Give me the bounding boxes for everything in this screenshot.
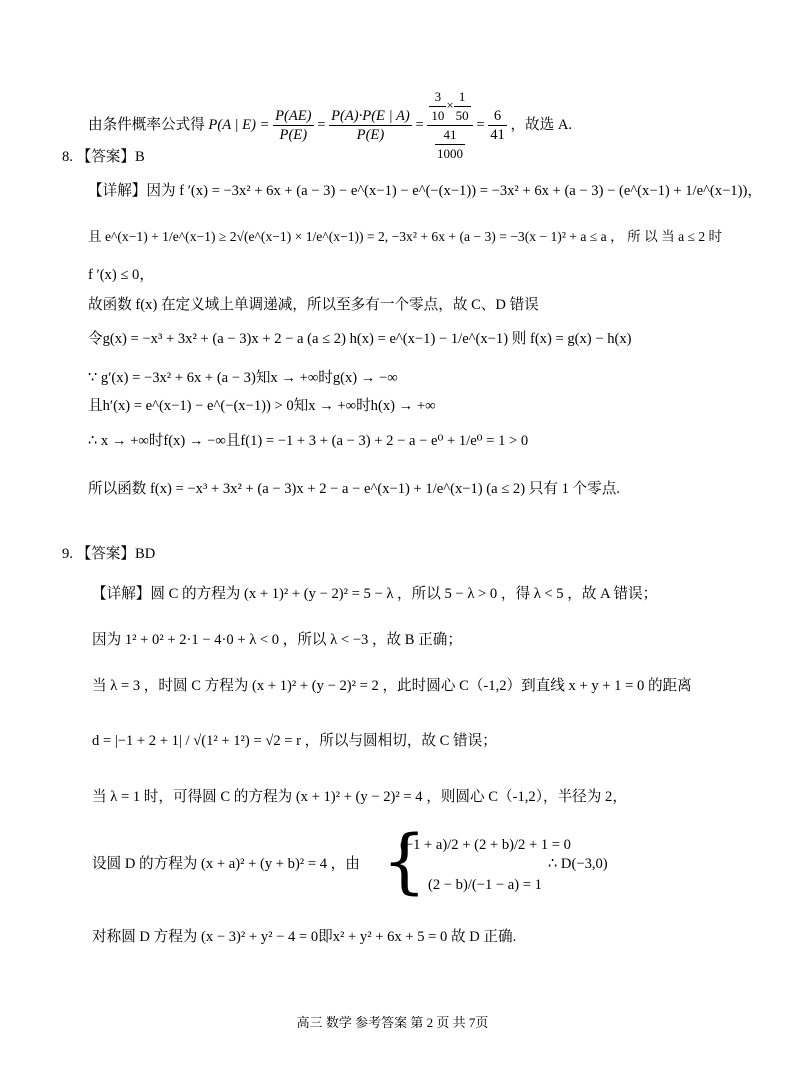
q8-line-4: 故函数 f(x) 在定义域上单调递减，所以至多有一个零点，故 C、D 错误 bbox=[88, 297, 539, 313]
q9-line-6-suffix: ∴ D(−3,0) bbox=[548, 856, 608, 872]
q7-line: 由条件概率公式得 P(A | E) = $\frac{P(AE)}{P(E)}$ = $\frac{P(A)\cdot P(E | A)}{P(E)}$ = $\frac{3}{10}$ × $\frac{1}{50}$ $\frac{41}{1000}$ = $\frac{6}{41}$ ，故选 A. bbox=[88, 89, 573, 161]
q9-line-4: d = |−1 + 2 + 1| / √(1² + 1²) = √2 = r ，所以与圆相切，故 C 错误； bbox=[92, 733, 497, 749]
q9-line-6-prefix: 设圆 D 的方程为 (x + a)² + (y + b)² = 4 ，由 bbox=[92, 856, 360, 872]
q8-line-3: f ′(x) ≤ 0， bbox=[88, 267, 154, 283]
q8-line-2: 且 e^(x−1) + 1/e^(x−1) ≥ 2√(e^(x−1) × 1/e^(x−1)) = 2, −3x² + 6x + (a − 3) = −3(x − 1)² + a ≤ a ， 所 以 当 a ≤ 2 时 bbox=[88, 229, 723, 244]
q8-line-1: 【详解】因为 f ′(x) = −3x² + 6x + (a − 3) − e^(x−1) − e^(−(x−1)) = −3x² + 6x + (a − 3) − (e^(x−1) + 1/e^(x−1))， bbox=[88, 183, 762, 199]
q7-conclusion: ，故选 A. bbox=[510, 116, 573, 133]
page-footer: 高三 数学 参考答案 第 2 页 共 7页 bbox=[296, 1015, 489, 1030]
q7-fraction-3: $\frac{3}{10}$ × $\frac{1}{50}$ $\frac{41}{1000}$ bbox=[427, 88, 472, 163]
q9-header: 9. 【答案】BD bbox=[62, 546, 156, 562]
q9-line-1: 【详解】圆 C 的方程为 (x + 1)² + (y − 2)² = 5 − λ ，所以 5 − λ > 0 ，得 λ < 5 ，故 A 错误； bbox=[92, 586, 658, 602]
q7-fraction-4: $\frac{6}{41}$ bbox=[490, 108, 505, 143]
q9-line-3: 当 λ = 3 ，时圆 C 方程为 (x + 1)² + (y − 2)² = 2 ，此时圆心 C（-1,2）到直线 x + y + 1 = 0 的距离 bbox=[92, 678, 692, 694]
q9-line-7: 对称圆 D 方程为 (x − 3)² + y² − 4 = 0即x² + y² + 6x + 5 = 0 故 D 正确. bbox=[92, 929, 517, 945]
q9-line-2: 因为 1² + 0² + 2·1 − 4·0 + λ < 0 ，所以 λ < −3 ，故 B 正确； bbox=[92, 632, 462, 648]
q7-fraction-1: $\frac{P(AE)}{P(E)}$ bbox=[275, 108, 312, 143]
system-eq-1: (−1 + a)/2 + (2 + b)/2 + 1 = 0 bbox=[400, 837, 571, 853]
q8-line-8: ∴ x → +∞时f(x) → −∞且f(1) = −1 + 3 + (a − 3) + 2 − a − e⁰ + 1/e⁰ = 1 > 0 bbox=[88, 433, 529, 449]
q8-line-7: 且h′(x) = e^(x−1) − e^(−(x−1)) > 0知x → +∞时h(x) → +∞ bbox=[88, 398, 436, 414]
q8-line-5: 令g(x) = −x³ + 3x² + (a − 3)x + 2 − a (a ≤ 2) h(x) = e^(x−1) − 1/e^(x−1) 则 f(x) = g(x) − h(x) bbox=[88, 331, 632, 347]
system-eq-2: (2 − b)/(−1 − a) = 1 bbox=[428, 877, 542, 893]
q7-fraction-2: $\frac{P(A)\cdot P(E | A)}{P(E)}$ bbox=[331, 108, 410, 143]
q8-line-9: 所以函数 f(x) = −x³ + 3x² + (a − 3)x + 2 − a − e^(x−1) + 1/e^(x−1) (a ≤ 2) 只有 1 个零点. bbox=[88, 481, 620, 497]
q7-prefix: 由条件概率公式得 bbox=[88, 116, 205, 133]
system-brace: { bbox=[382, 820, 427, 902]
q8-header: 8. 【答案】B bbox=[62, 149, 145, 165]
q8-line-6: ∵ g′(x) = −3x² + 6x + (a − 3)知x → +∞时g(x) → −∞ bbox=[88, 370, 398, 386]
q7-formula-left: P(A | E) = bbox=[208, 116, 274, 133]
q9-line-5: 当 λ = 1 时，可得圆 C 的方程为 (x + 1)² + (y − 2)² = 4 ，则圆心 C（-1,2），半径为 2， bbox=[92, 789, 627, 805]
